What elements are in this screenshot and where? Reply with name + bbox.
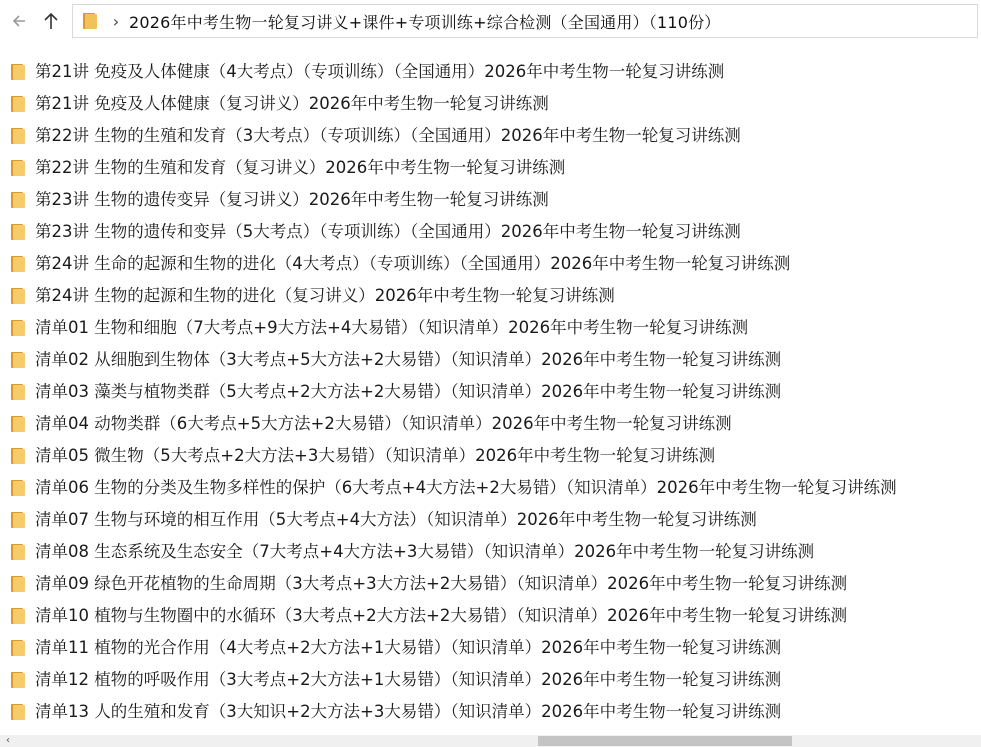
file-row[interactable] (0, 600, 981, 632)
file-name: 清单11 植物的光合作用（4大考点+2大方法+1大易错）（知识清单）2026年中考生物一轮复习讲练测 (35, 638, 782, 657)
file-row[interactable] (0, 664, 981, 696)
file-name: 第23讲 生物的遗传和变异（5大考点）（专项训练）（全国通用）2026年中考生物一轮复习讲练测 (35, 222, 741, 241)
file-row[interactable] (0, 280, 981, 312)
folder-icon (10, 319, 26, 341)
file-row[interactable] (0, 632, 981, 664)
file-row[interactable] (0, 472, 981, 504)
file-row[interactable] (0, 504, 981, 536)
file-row[interactable] (0, 696, 981, 728)
file-name: 清单07 生物与环境的相互作用（5大考点+4大方法）（知识清单）2026年中考生物一轮复习讲练测 (35, 510, 757, 529)
file-name: 清单09 绿色开花植物的生命周期（3大考点+3大方法+2大易错）（知识清单）2026年中考生物一轮复习讲练测 (35, 574, 848, 593)
file-name: 清单01 生物和细胞（7大考点+9大方法+4大易错）（知识清单）2026年中考生物一轮复习讲练测 (35, 318, 749, 337)
folder-icon (10, 639, 26, 661)
file-name: 清单02 从细胞到生物体（3大考点+5大方法+2大易错）（知识清单）2026年中考生物一轮复习讲练测 (35, 350, 782, 369)
file-name: 第22讲 生物的生殖和发育（复习讲义）2026年中考生物一轮复习讲练测 (35, 158, 566, 177)
folder-icon (10, 383, 26, 405)
folder-icon (10, 159, 26, 181)
horizontal-scrollbar[interactable] (0, 735, 981, 747)
file-row[interactable] (0, 408, 981, 440)
breadcrumb-separator[interactable]: › (112, 11, 120, 31)
folder-icon (10, 415, 26, 437)
folder-icon (10, 543, 26, 565)
file-row[interactable] (0, 184, 981, 216)
file-row[interactable] (0, 120, 981, 152)
file-name: 清单08 生态系统及生态安全（7大考点+4大方法+3大易错）（知识清单）2026年中考生物一轮复习讲练测 (35, 542, 815, 561)
address-bar[interactable] (72, 4, 978, 38)
navigation-bar (0, 0, 981, 44)
folder-icon (10, 95, 26, 117)
folder-icon (10, 223, 26, 245)
file-row[interactable] (0, 216, 981, 248)
file-row[interactable] (0, 568, 981, 600)
file-row[interactable] (0, 312, 981, 344)
file-name: 清单04 动物类群（6大考点+5大方法+2大易错）（知识清单）2026年中考生物一轮复习讲练测 (35, 414, 732, 433)
file-name: 清单03 藻类与植物类群（5大考点+2大方法+2大易错）（知识清单）2026年中考生物一轮复习讲练测 (35, 382, 782, 401)
folder-icon (10, 63, 26, 85)
folder-icon (10, 607, 26, 629)
back-arrow-icon[interactable] (6, 8, 32, 34)
folder-icon (10, 479, 26, 501)
file-row[interactable] (0, 376, 981, 408)
folder-icon (10, 351, 26, 373)
file-name: 第21讲 免疫及人体健康（4大考点）（专项训练）（全国通用）2026年中考生物一轮复习讲练测 (35, 62, 725, 81)
file-row[interactable] (0, 440, 981, 472)
file-name: 清单05 微生物（5大考点+2大方法+3大易错）（知识清单）2026年中考生物一轮复习讲练测 (35, 446, 716, 465)
nav-buttons (0, 0, 72, 44)
file-name: 清单10 植物与生物圈中的水循环（3大考点+2大方法+2大易错）（知识清单）2026年中考生物一轮复习讲练测 (35, 606, 848, 625)
folder-icon (10, 127, 26, 149)
file-name: 第24讲 生命的起源和生物的进化（4大考点）（专项训练）（全国通用）2026年中考生物一轮复习讲练测 (35, 254, 791, 273)
folder-icon (10, 703, 26, 725)
folder-icon (10, 255, 26, 277)
folder-icon (10, 575, 26, 597)
file-row[interactable] (0, 88, 981, 120)
folder-icon (10, 511, 26, 533)
file-list (0, 56, 981, 728)
file-name: 第23讲 生物的遗传变异（复习讲义）2026年中考生物一轮复习讲练测 (35, 190, 549, 209)
file-row[interactable] (0, 248, 981, 280)
folder-icon (10, 191, 26, 213)
file-name: 第22讲 生物的生殖和发育（3大考点）（专项训练）（全国通用）2026年中考生物一轮复习讲练测 (35, 126, 741, 145)
file-row[interactable] (0, 536, 981, 568)
file-name: 第24讲 生物的起源和生物的进化（复习讲义）2026年中考生物一轮复习讲练测 (35, 286, 615, 305)
folder-icon (10, 447, 26, 469)
folder-icon (79, 4, 101, 38)
file-name: 第21讲 免疫及人体健康（复习讲义）2026年中考生物一轮复习讲练测 (35, 94, 549, 113)
file-row[interactable] (0, 56, 981, 88)
up-arrow-icon[interactable] (38, 8, 64, 34)
breadcrumb-current-folder[interactable]: 2026年中考生物一轮复习讲义+课件+专项训练+综合检测（全国通用）（110份） (129, 12, 721, 32)
file-row[interactable] (0, 344, 981, 376)
scroll-left-icon[interactable]: ‹ (6, 735, 10, 746)
folder-icon (10, 287, 26, 309)
scrollbar-thumb[interactable] (538, 736, 792, 746)
file-name: 清单13 人的生殖和发育（3大知识+2大方法+3大易错）（知识清单）2026年中考生物一轮复习讲练测 (35, 702, 782, 721)
folder-icon (10, 671, 26, 693)
file-row[interactable] (0, 152, 981, 184)
file-name: 清单06 生物的分类及生物多样性的保护（6大考点+4大方法+2大易错）（知识清单）2026年中考生物一轮复习讲练测 (35, 478, 897, 497)
file-name: 清单12 植物的呼吸作用（3大考点+2大方法+1大易错）（知识清单）2026年中考生物一轮复习讲练测 (35, 670, 782, 689)
